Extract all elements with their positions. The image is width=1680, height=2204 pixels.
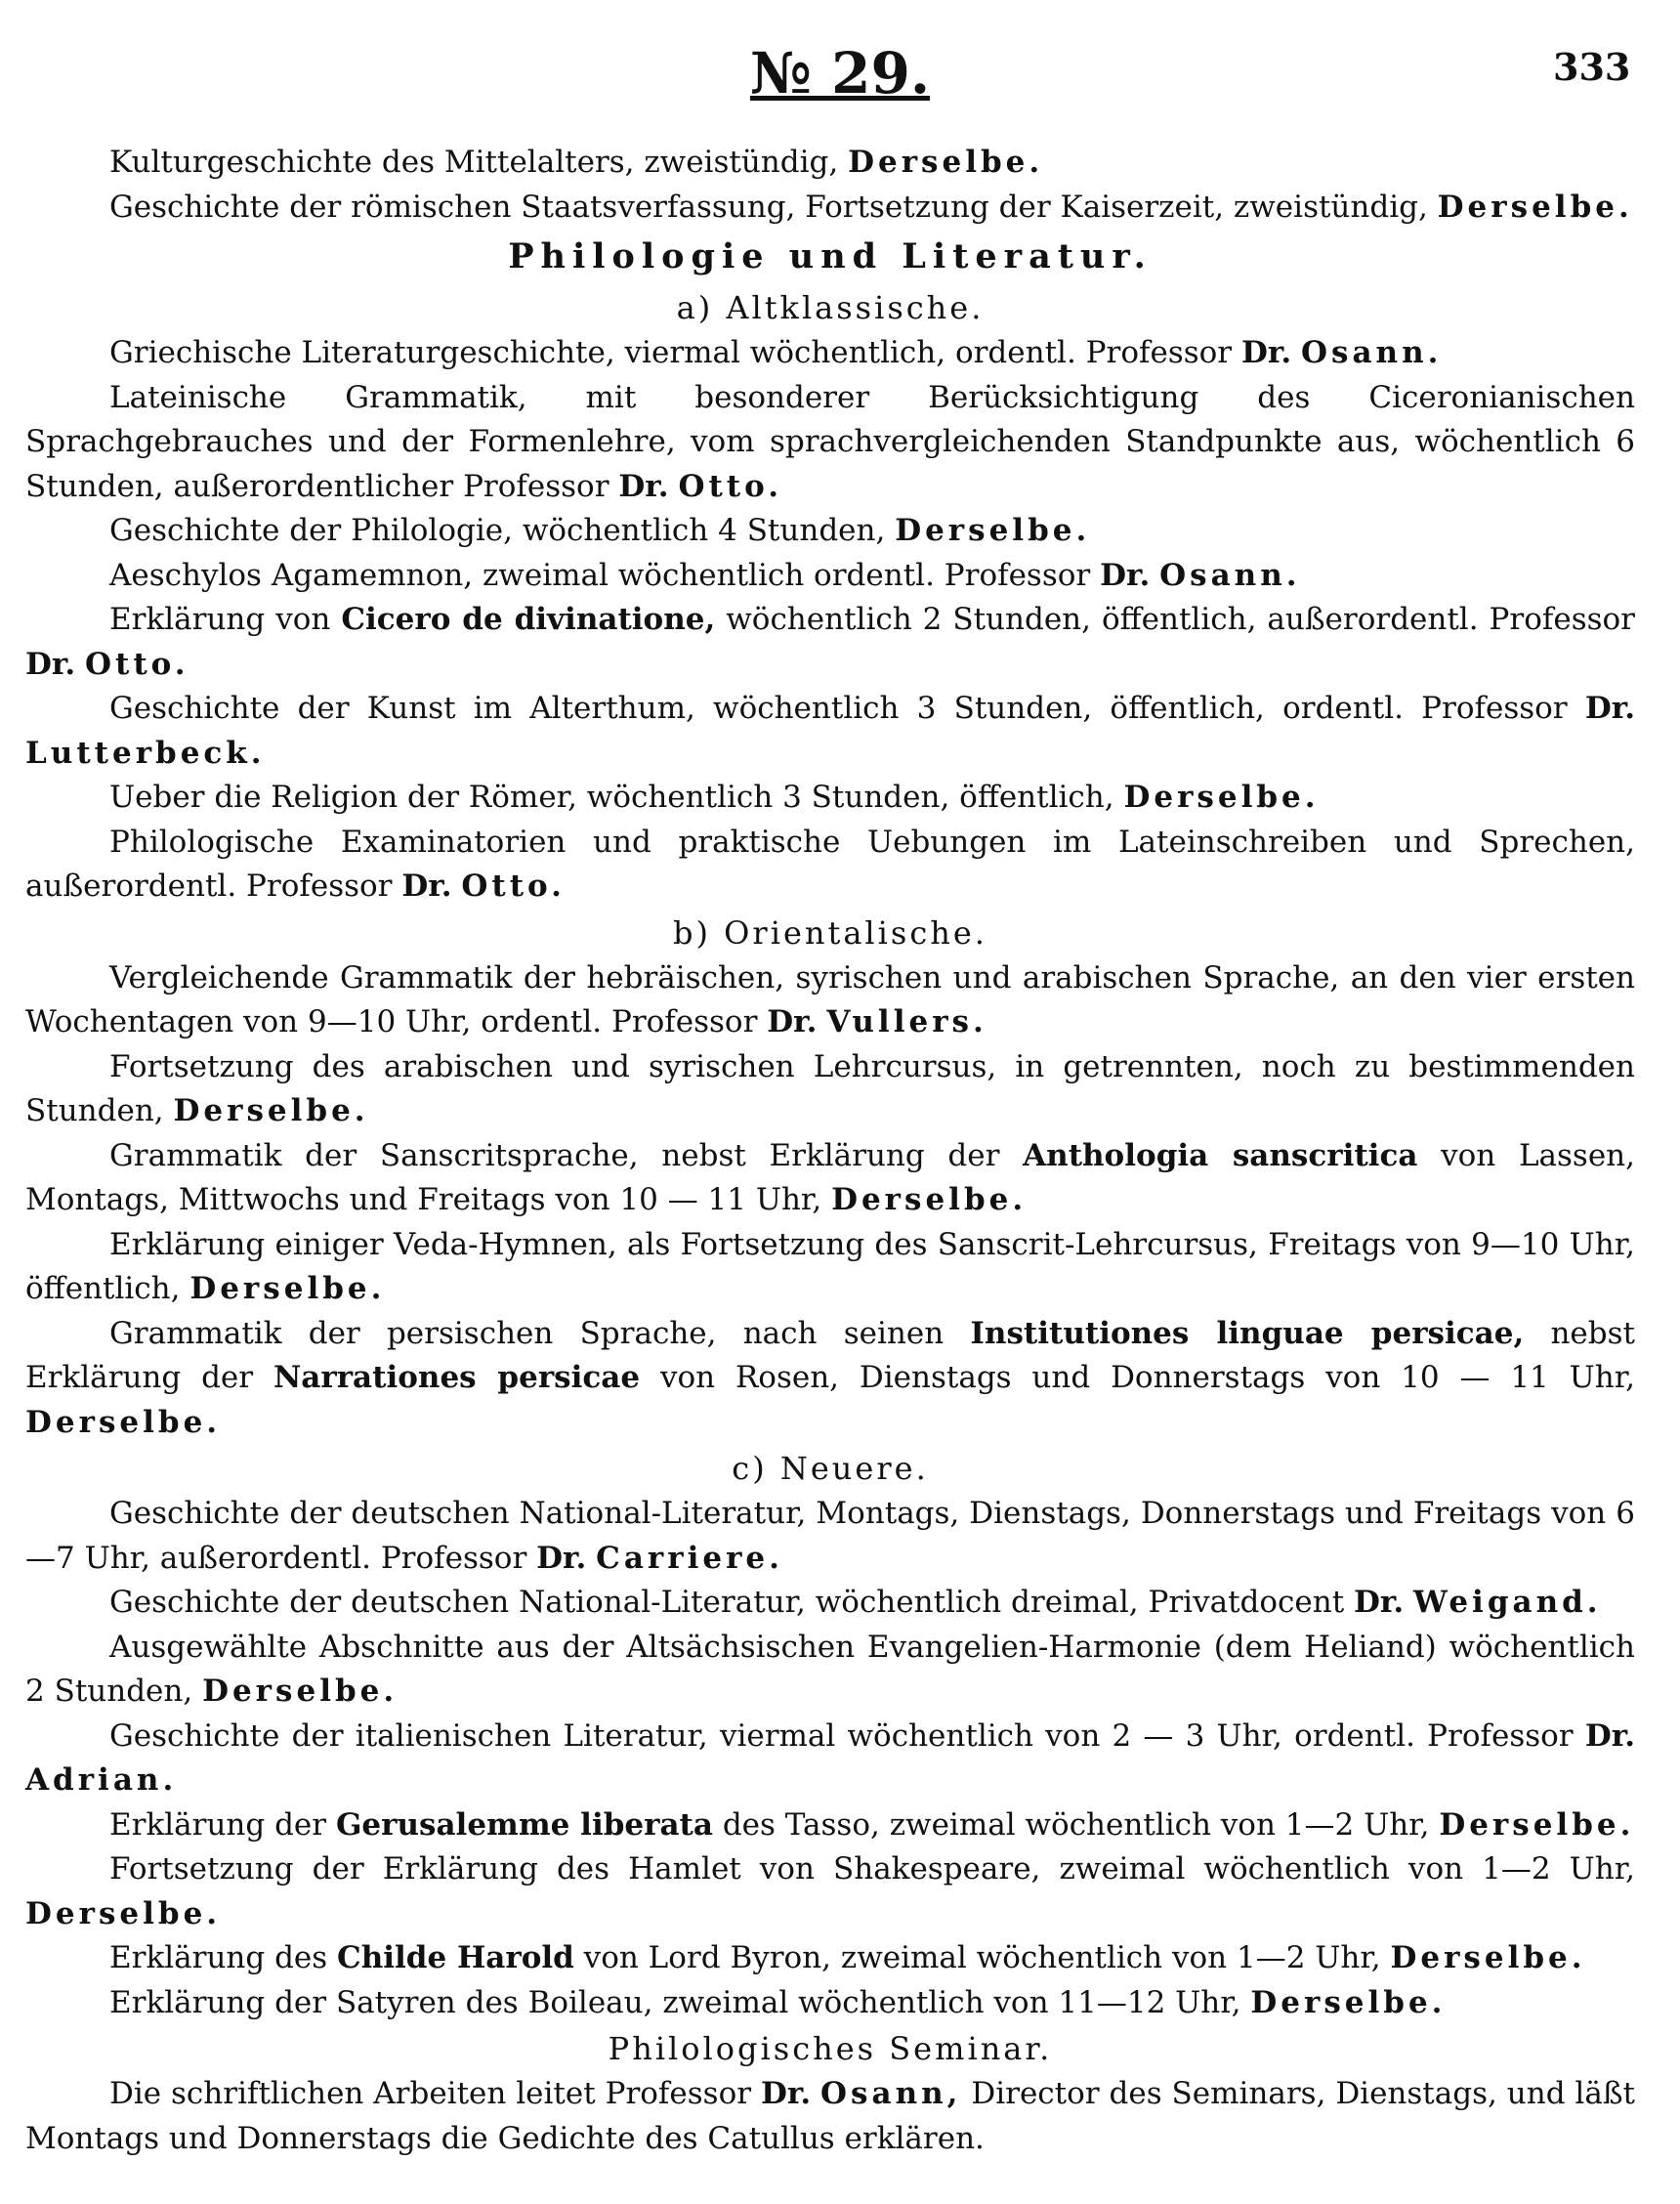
course-entry	[25, 376, 1635, 510]
work-title: Narrationes persicae	[273, 1360, 641, 1395]
seminar-title: Philologisches Seminar.	[608, 2030, 1053, 2067]
course-entry	[25, 956, 1635, 1045]
course-entry	[25, 821, 1635, 910]
work-title: Childe Harold	[337, 1940, 574, 1975]
lecturer-name: Derselbe.	[189, 1271, 386, 1306]
course-entry	[25, 141, 1635, 186]
top-lines	[25, 141, 1635, 230]
lecturer-title: Dr.	[618, 468, 669, 504]
lecturer-title: Dr.	[1584, 691, 1635, 726]
seminar-paragraph	[25, 2072, 1635, 2161]
course-entry	[25, 1847, 1635, 1936]
lecturer-name: Derselbe.	[895, 513, 1091, 548]
course-text: Lateinische Grammatik, mit besonderer Berücksichtigung des Ciceronianischen Sprachgebrauches und der Formenlehre, vom sprachvergleichenden Standpunkte aus, wöchentlich 6 Stunden, außerordentlicher Professor	[25, 379, 1635, 504]
lecturer-name: Derselbe.	[1250, 1984, 1447, 2020]
course-entry	[25, 598, 1635, 687]
course-text: Grammatik der Sanscritsprache, nebst Erklärung der	[109, 1137, 1024, 1173]
course-entry	[25, 186, 1635, 231]
lecturer-name: Otto.	[461, 869, 566, 904]
lecturer-title: Dr.	[401, 869, 452, 904]
course-text: Fortsetzung des arabischen und syrischen Lehrcursus, in getrennten, noch zu bestimmenden Stunden,	[25, 1048, 1635, 1128]
work-title: Institutiones linguae persicae,	[970, 1315, 1525, 1351]
course-text: Geschichte der Kunst im Alterthum, wöchentlich 3 Stunden, öffentlich, ordentl. Professor	[109, 691, 1585, 726]
course-entry	[25, 1581, 1635, 1626]
course-entry	[25, 1936, 1635, 1981]
lecturer-name: Derselbe.	[173, 1093, 369, 1128]
lecturer-name: Osann.	[1159, 557, 1301, 593]
course-entry	[25, 1626, 1635, 1715]
course-entry	[25, 331, 1635, 376]
course-entry	[25, 1312, 1635, 1446]
course-text-cont: des Tasso, zweimal wöchentlich von 1—2 Uhr,	[712, 1806, 1440, 1843]
course-entry	[25, 776, 1635, 821]
course-text: Griechische Literaturgeschichte, viermal wöchentlich, ordentl. Professor	[109, 335, 1241, 370]
course-text: Aeschylos Agamemnon, zweimal wöchentlich ordentl. Professor	[109, 557, 1101, 593]
course-text: Geschichte der deutschen National-Literatur, wöchentlich dreimal, Privatdocent	[109, 1585, 1355, 1620]
lecturer-title: Dr.	[536, 1540, 587, 1576]
course-entry	[25, 1045, 1635, 1134]
course-entry	[25, 554, 1635, 599]
lecturer-name: Weigand.	[1413, 1585, 1602, 1620]
section-title: Philologie und Literatur.	[508, 236, 1153, 276]
course-text: Erklärung der	[109, 1806, 336, 1843]
course-text: Vergleichende Grammatik der hebräischen, syrischen und arabischen Sprache, an den vier ersten Wochentagen von 9—10 Uhr, ordentl. Professor	[25, 959, 1635, 1039]
lecturer-title: Dr.	[1354, 1585, 1405, 1620]
lecturer-name: Derselbe.	[25, 1895, 222, 1931]
lecturer-title: Dr.	[767, 1004, 818, 1039]
lecturer-name: Derselbe.	[202, 1674, 399, 1709]
course-entry	[25, 509, 1635, 554]
seminar-text: Die schriftlichen Arbeiten leitet Professor	[109, 2076, 761, 2111]
course-text-cont: nebst Erklärung der	[25, 1315, 1635, 1395]
course-text: Ausgewählte Abschnitte aus der Altsächsischen Evangelien-Harmonie (dem Heliand) wöchentlich 2 Stunden,	[25, 1629, 1635, 1709]
course-text: Grammatik der persischen Sprache, nach seinen	[109, 1315, 971, 1351]
course-entry	[25, 687, 1635, 776]
lecturer-name: Osann.	[1301, 335, 1443, 370]
course-text: Geschichte der römischen Staatsverfassung, Fortsetzung der Kaiserzeit, zweistündig,	[109, 189, 1438, 225]
lecturer-name: Vullers.	[826, 1004, 987, 1039]
lecturer-title: Dr.	[1584, 1717, 1635, 1754]
lecturer-name: Adrian.	[25, 1762, 178, 1798]
lecturer-title: Dr.	[1100, 557, 1151, 593]
lecturer-name: Otto.	[85, 646, 189, 682]
course-entry	[25, 1223, 1635, 1312]
course-text: Erklärung von	[109, 602, 342, 637]
subsection-title-c: c) Neuere.	[732, 1450, 929, 1487]
lecturer-name: Derselbe.	[25, 1404, 222, 1440]
lecturer-name: Derselbe.	[1437, 189, 1633, 225]
course-entry	[25, 1981, 1635, 2026]
course-text: Geschichte der italienischen Literatur, viermal wöchentlich von 2 — 3 Uhr, ordentl. Professor	[109, 1717, 1585, 1754]
course-list-altklassisch	[25, 331, 1635, 910]
course-entry	[25, 1803, 1635, 1848]
course-text: Erklärung der Satyren des Boileau, zweimal wöchentlich von 11—12 Uhr,	[109, 1984, 1251, 2020]
course-entry	[25, 1715, 1635, 1803]
lecturer-title: Dr.	[25, 646, 76, 682]
course-entry	[25, 1134, 1635, 1223]
course-text: Erklärung einiger Veda-Hymnen, als Fortsetzung des Sanscrit-Lehrcursus, Freitags von 9—10 Uhr, öffentlich,	[25, 1226, 1635, 1306]
work-title: Gerusalemme liberata	[335, 1806, 713, 1843]
seminar-text-end: Director des Seminars, Dienstags, und läßt Montags und Donnerstags die Gedichte des Catullus erklären.	[25, 2076, 1635, 2156]
course-text-cont: von Lord Byron, zweimal wöchentlich von 1—2 Uhr,	[573, 1940, 1391, 1975]
work-title: Anthologia sanscritica	[1023, 1137, 1418, 1173]
course-text: Erklärung des	[109, 1940, 338, 1975]
subsection-title-a: a) Altklassische.	[676, 289, 985, 326]
course-text-cont: von Rosen, Dienstags und Donnerstags von 10 — 11 Uhr,	[640, 1360, 1635, 1395]
course-list-neuere	[25, 1492, 1635, 2025]
course-text: Geschichte der Philologie, wöchentlich 4 Stunden,	[109, 513, 896, 548]
course-entry	[25, 1492, 1635, 1581]
lecturer-name: Derselbe.	[1439, 1806, 1635, 1843]
seminar-title-dr: Dr.	[760, 2076, 812, 2111]
lecturer-name: Carriere.	[596, 1540, 783, 1576]
page-body	[25, 141, 1635, 2161]
lecturer-title: Dr.	[1240, 335, 1292, 370]
lecturer-name: Derselbe.	[1390, 1940, 1586, 1975]
course-text: Kulturgeschichte des Mittelalters, zweistündig,	[109, 145, 849, 180]
course-text-cont: wöchentlich 2 Stunden, öffentlich, außerordentl. Professor	[715, 602, 1636, 637]
lecturer-name: Otto.	[678, 468, 783, 504]
seminar-person: Osann,	[820, 2076, 962, 2111]
lecturer-name: Lutterbeck.	[25, 735, 266, 771]
course-list-orientalisch	[25, 956, 1635, 1446]
course-text: Philologische Examinatorien und praktische Uebungen im Lateinschreiben und Sprechen, außerordentl. Professor	[25, 824, 1635, 904]
course-text: Fortsetzung der Erklärung des Hamlet von Shakespeare, zweimal wöchentlich von 1—2 Uhr,	[109, 1851, 1635, 1886]
lecturer-name: Derselbe.	[848, 145, 1044, 180]
work-title: Cicero de divinatione,	[341, 602, 716, 637]
issue-number: № 29.	[749, 40, 931, 106]
course-text: Ueber die Religion der Römer, wöchentlich 3 Stunden, öffentlich,	[109, 780, 1124, 815]
course-text: Geschichte der deutschen National-Literatur, Montags, Dienstags, Donnerstags und Freitags von 6—7 Uhr, außerordentl. Professor	[25, 1496, 1635, 1576]
page-number: 333	[1553, 45, 1631, 89]
subsection-title-b: b) Orientalische.	[673, 913, 987, 952]
course-text-cont: von Lassen, Montags, Mittwochs und Freitags von 10 — 11 Uhr,	[25, 1137, 1636, 1217]
lecturer-name: Derselbe.	[831, 1182, 1028, 1217]
lecturer-name: Derselbe.	[1123, 780, 1320, 815]
